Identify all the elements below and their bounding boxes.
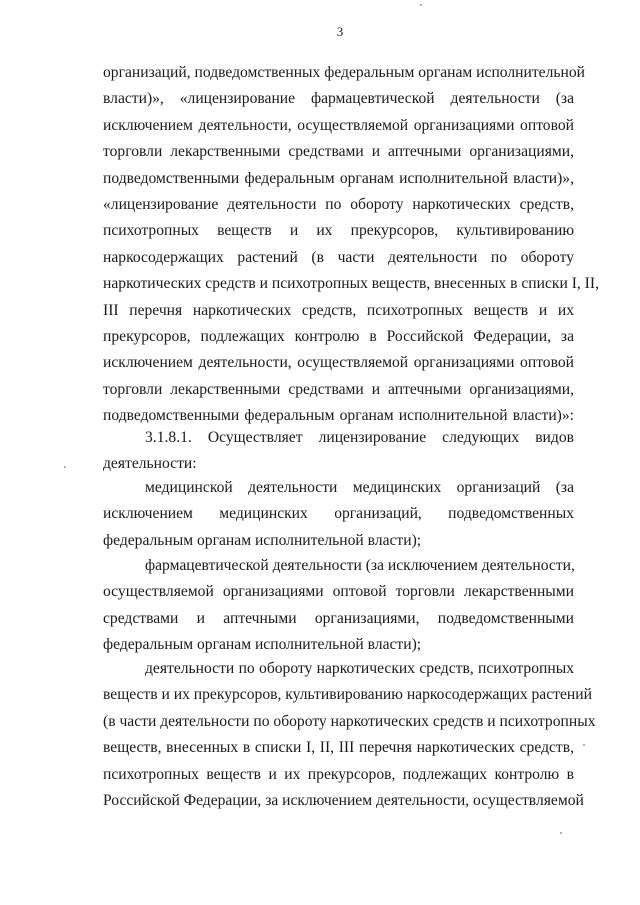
text-line: фармацевтической деятельности (за исключением деятельности, — [145, 557, 575, 574]
text-line: власти)», «лицензирование фармацевтической деятельности (за — [103, 90, 574, 108]
text-line: осуществляемой организациями оптовой торговли лекарственными — [103, 583, 574, 601]
paragraph-pharmaceutical-activity — [103, 553, 574, 659]
text-line: медицинской деятельности медицинских организаций (за — [145, 479, 574, 496]
text-line: (в части деятельности по обороту наркотических средств и психотропных — [103, 712, 596, 730]
text-line: деятельности: — [103, 455, 197, 473]
text-line: наркотических средств и психотропных веществ, внесенных в списки I, II, — [103, 275, 599, 293]
text-line: III перечня наркотических средств, психотропных веществ и их — [103, 301, 574, 319]
text-line: прекурсоров, подлежащих контролю в Российской Федерации, за — [103, 327, 574, 345]
text-line: наркосодержащих растений (в части деятельности по обороту — [103, 248, 574, 266]
text-line: веществ, внесенных в списки I, II, III перечня наркотических средств, — [103, 739, 574, 757]
paragraph-continuation — [103, 60, 599, 429]
scan-speck — [560, 832, 562, 834]
scan-speck — [420, 4, 422, 6]
text-line: 3.1.8.1. Осуществляет лицензирование следующих видов — [145, 429, 574, 446]
text-line: торговли лекарственными средствами и аптечными организациями, — [103, 380, 574, 398]
text-line: исключением деятельности, осуществляемой организациями оптовой — [103, 116, 574, 134]
text-line: «лицензирование деятельности по обороту наркотических средств, — [103, 195, 574, 213]
text-line: исключением медицинских организаций, подведомственных — [103, 505, 574, 523]
paragraph-clause-3-1-8-1 — [103, 425, 574, 478]
paragraph-narcotics-activity — [103, 656, 596, 814]
text-line: психотропных веществ и их прекурсоров, культивированию — [103, 222, 574, 240]
text-line: психотропных веществ и их прекурсоров, подлежащих контролю в — [103, 765, 574, 783]
text-line: организаций, подведомственных федеральным органам исполнительной — [103, 64, 585, 81]
scan-speck — [583, 744, 585, 746]
text-line: веществ и их прекурсоров, культивированию наркосодержащих растений — [103, 686, 592, 704]
page-number: 3 — [336, 24, 344, 39]
scan-speck — [64, 466, 66, 468]
text-line: исключением деятельности, осуществляемой организациями оптовой — [103, 354, 574, 372]
text-line: подведомственными федеральным органам исполнительной власти)»: — [103, 407, 574, 425]
text-line: федеральным органам исполнительной власти); — [103, 531, 422, 549]
text-line: торговли лекарственными средствами и аптечными организациями, — [103, 143, 574, 161]
text-line: Российской Федерации, за исключением деятельности, осуществляемой — [103, 791, 584, 809]
paragraph-medical-activity — [103, 475, 574, 554]
text-line: деятельности по обороту наркотических средств, психотропных — [145, 660, 574, 677]
text-line: средствами и аптечными организациями, подведомственными — [103, 609, 574, 627]
text-line: подведомственными федеральным органам исполнительной власти)», — [103, 169, 574, 187]
text-line: федеральным органам исполнительной власти); — [103, 636, 422, 654]
